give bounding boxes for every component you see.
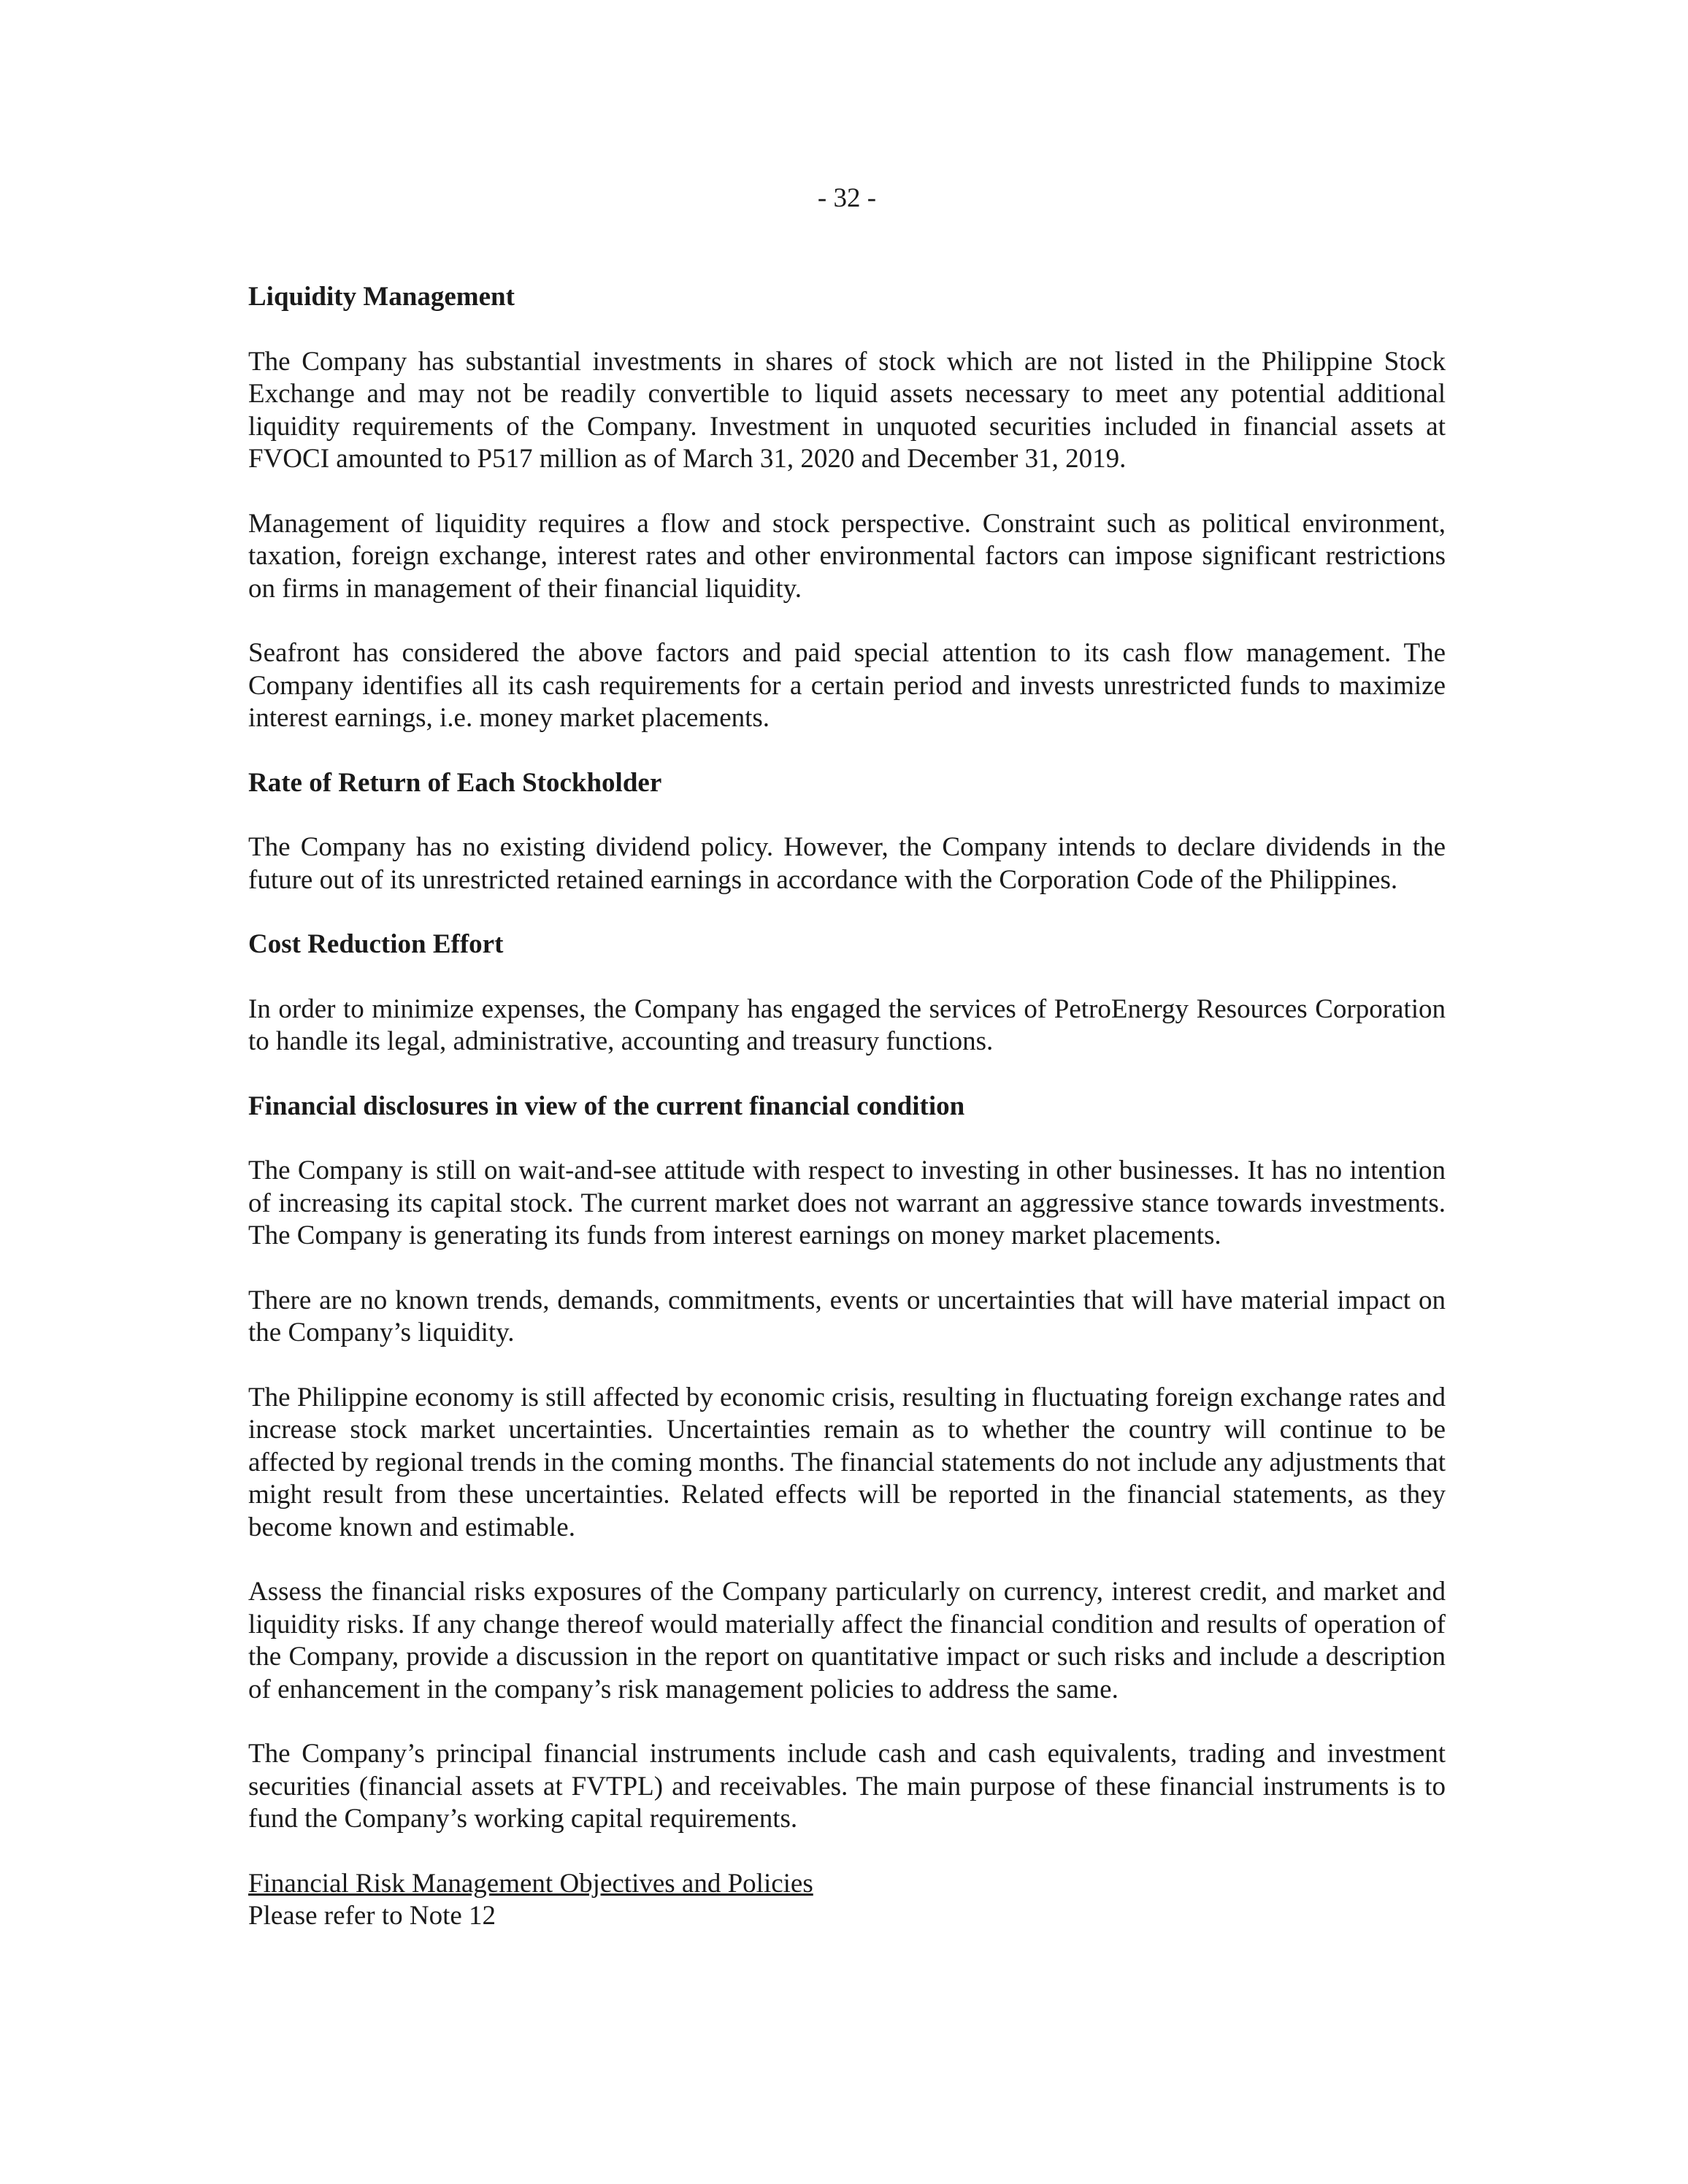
paragraph-financial-disclosures-2: There are no known trends, demands, commitments, events or uncertainties that will have material impact on the Company’s liquidity. bbox=[248, 1285, 1446, 1347]
paragraph-liquidity-2: Management of liquidity requires a flow and stock perspective. Constraint such as political environment, taxation, foreign exchange, interest rates and other environmental factors can impose significant restrictions on firms in management of their financial liquidity. bbox=[248, 508, 1446, 604]
page-number: - 32 - bbox=[817, 183, 877, 213]
heading-financial-disclosures: Financial disclosures in view of the current financial condition bbox=[248, 1091, 965, 1121]
paragraph-liquidity-1: The Company has substantial investments in shares of stock which are not listed in the Philippine Stock Exchange and may not be readily convertible to liquid assets necessary to meet any potential additional liquidity requirements of the Company. Investment in unquoted securities included in financial assets at FVOCI amounted to P517 million as of March 31, 2020 and December 31, 2019. bbox=[248, 346, 1446, 474]
paragraph-cost-reduction-1: In order to minimize expenses, the Company has engaged the services of PetroEnergy Resources Corporation to handle its legal, administrative, accounting and treasury functions. bbox=[248, 993, 1446, 1056]
refer-to-note-text: Please refer to Note 12 bbox=[248, 1901, 496, 1931]
paragraph-liquidity-3: Seafront has considered the above factors and paid special attention to its cash flow management. The Company identifies all its cash requirements for a certain period and invests unrestricted funds to maximize interest earnings, i.e. money market placements. bbox=[248, 638, 1446, 733]
heading-rate-of-return: Rate of Return of Each Stockholder bbox=[248, 767, 662, 798]
paragraph-financial-disclosures-5: The Company’s principal financial instruments include cash and cash equivalents, trading and investment securities (financial assets at FVTPL) and receivables. The main purpose of these financial instruments is to fund the Company’s working capital requirements. bbox=[248, 1739, 1446, 1834]
paragraph-rate-of-return-1: The Company has no existing dividend policy. However, the Company intends to declare dividends in the future out of its unrestricted retained earnings in accordance with the Corporation Code of the Philippines. bbox=[248, 832, 1446, 895]
risk-management-link-line bbox=[248, 1868, 1446, 1901]
section-cost-reduction bbox=[248, 928, 1446, 1058]
section-rate-of-return bbox=[248, 767, 1446, 897]
section-liquidity-management bbox=[248, 281, 1446, 735]
document-body bbox=[248, 281, 1446, 1933]
paragraph-financial-disclosures-4: Assess the financial risks exposures of the Company particularly on currency, interest credit, and market and liquidity risks. If any change thereof would materially affect the financial condition and results of operation of the Company, provide a discussion in the report on quantitative impact or such risks and include a description of enhancement in the company’s risk management policies to address the same. bbox=[248, 1577, 1446, 1704]
section-financial-disclosures bbox=[248, 1091, 1446, 1836]
heading-liquidity-management: Liquidity Management bbox=[248, 282, 515, 312]
risk-management-objectives-link[interactable]: Financial Risk Management Objectives and Policies bbox=[248, 1868, 813, 1899]
paragraph-financial-disclosures-3: The Philippine economy is still affected by economic crisis, resulting in fluctuating foreign exchange rates and increase stock market uncertainties. Uncertainties remain as to whether the country will continue to be affected by regional trends in the coming months. The financial statements do not include any adjustments that might result from these uncertainties. Related effects will be reported in the financial statements, as they become known and estimable. bbox=[248, 1382, 1446, 1542]
section-risk-management bbox=[248, 1868, 1446, 1933]
paragraph-financial-disclosures-1: The Company is still on wait-and-see attitude with respect to investing in other businesses. It has no intention of increasing its capital stock. The current market does not warrant an aggressive stance towards investments. The Company is generating its funds from interest earnings on money market placements. bbox=[248, 1156, 1446, 1250]
heading-cost-reduction: Cost Reduction Effort bbox=[248, 929, 504, 959]
